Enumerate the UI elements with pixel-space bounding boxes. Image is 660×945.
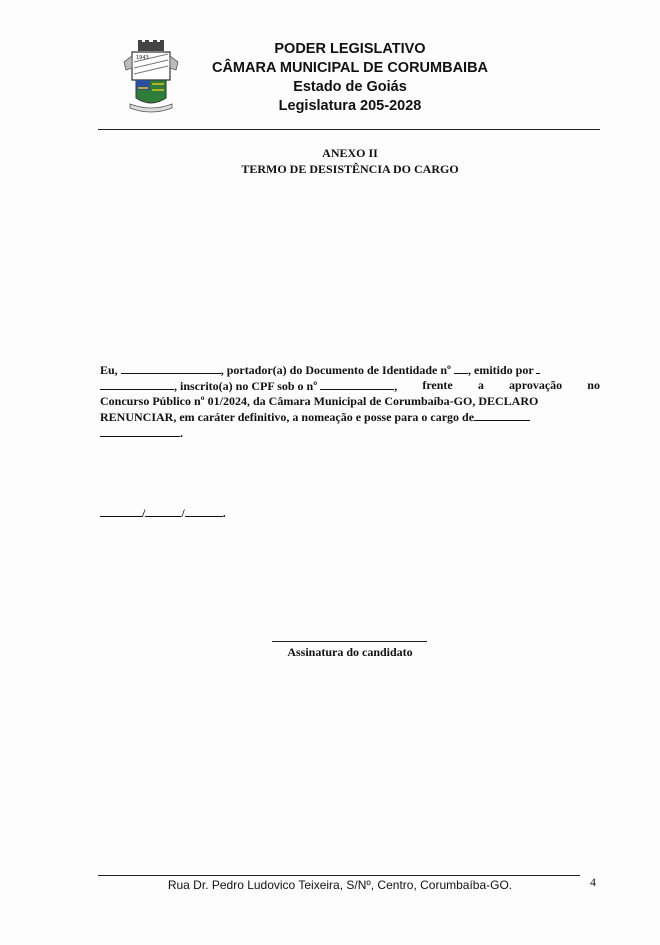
- body-line-2: [100, 378, 600, 394]
- footer-address: Rua Dr. Pedro Ludovico Teixeira, S/Nº, Centro, Corumbaíba-GO.: [167, 878, 513, 892]
- issuer-blank-cont: [100, 378, 174, 390]
- body-text: a: [477, 378, 484, 392]
- annex-label: ANEXO II: [322, 146, 378, 160]
- body-text: aprovação: [509, 378, 563, 392]
- date-end: .: [222, 506, 226, 520]
- declaration-body: [100, 362, 600, 441]
- body-text: ,: [394, 379, 398, 393]
- body-text: Eu,: [100, 363, 118, 377]
- signature-line: [272, 641, 427, 642]
- name-blank: [121, 362, 221, 374]
- date-separator: /: [181, 506, 185, 520]
- body-line-1: [100, 362, 600, 378]
- date-separator: /: [142, 506, 146, 520]
- header-line-3: Estado de Goiás: [293, 79, 407, 95]
- header-line-2: CÂMARA MUNICIPAL DE CORUMBAIBA: [211, 60, 489, 76]
- body-line-5: [100, 425, 600, 441]
- rg-blank: [454, 362, 468, 374]
- year-blank: [185, 505, 223, 517]
- body-text: RENUNCIAR, em caráter definitivo, a nomeação e posse para o cargo de: [100, 410, 475, 424]
- institution-header: [190, 40, 510, 116]
- body-text: , emitido por: [468, 363, 534, 377]
- date-field: [100, 505, 226, 521]
- header-divider: [98, 129, 600, 130]
- body-text: .: [180, 426, 183, 440]
- body-text: Concurso Público nº 01/2024, da Câmara Municipal de Corumbaíba-GO, DECLARO: [100, 394, 539, 408]
- body-text: , portador(a) do Documento de Identidade nº: [220, 363, 451, 377]
- body-text: no: [587, 378, 600, 392]
- cpf-blank: [320, 378, 394, 390]
- month-blank: [145, 505, 181, 517]
- page-number: 4: [590, 875, 596, 889]
- document-title: TERMO DE DESISTÊNCIA DO CARGO: [241, 162, 459, 176]
- position-blank: [474, 409, 530, 421]
- signature-label: Assinatura do candidato: [287, 645, 413, 659]
- header-line-4: Legislatura 205-2028: [278, 98, 422, 114]
- footer-divider: [98, 875, 580, 876]
- body-line-3: [100, 394, 600, 409]
- municipal-crest-icon: [118, 40, 184, 120]
- body-text: , inscrito(a) no CPF sob o nº: [174, 379, 318, 393]
- issuer-blank: [536, 362, 540, 374]
- body-text: frente: [422, 378, 453, 392]
- position-blank-cont: [100, 425, 180, 437]
- header-line-1: PODER LEGISLATIVO: [274, 41, 426, 57]
- body-line-4: [100, 409, 600, 425]
- crest-year: 1943: [136, 55, 149, 61]
- day-blank: [100, 505, 142, 517]
